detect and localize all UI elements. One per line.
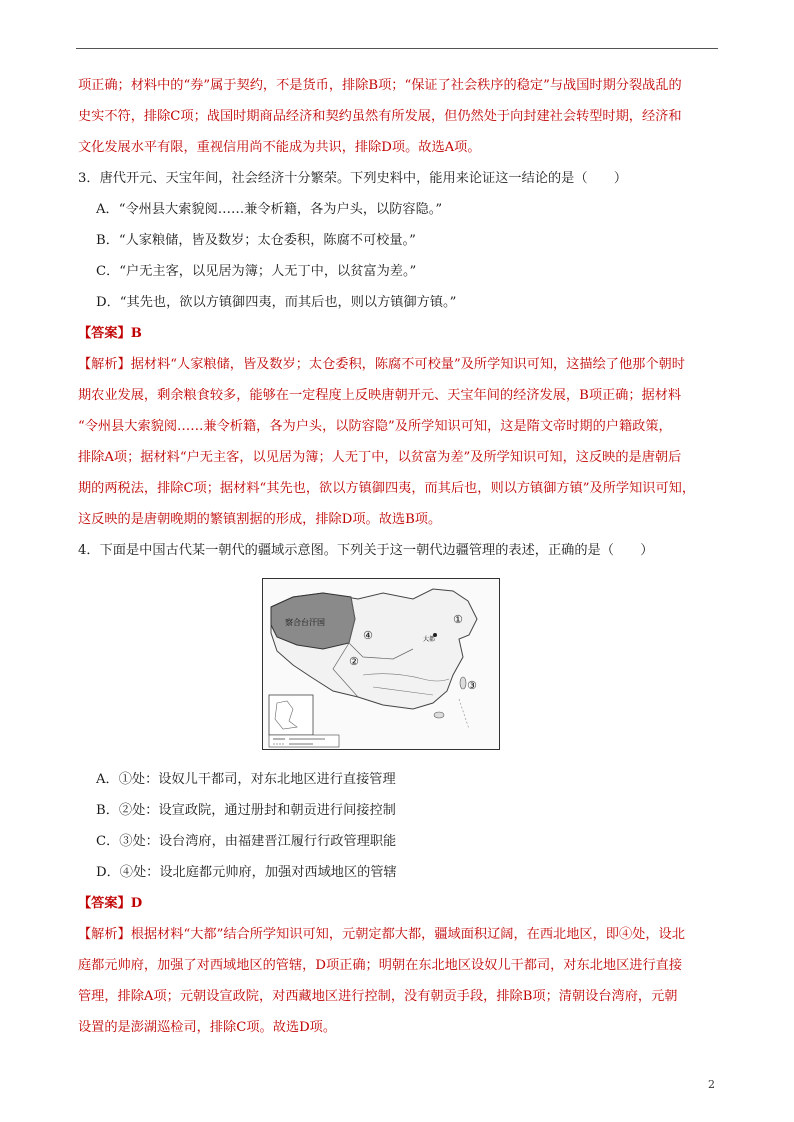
q3-option-b: B．“人家粮储，皆及数岁；太仓委积，陈腐不可校量。” <box>96 233 416 248</box>
page-number: 2 <box>708 1078 715 1091</box>
q4-analysis-line: 庭都元帅府，加强了对西域地区的管辖，D项正确；明朝在东北地区设奴儿干都司，对东北地区进行直接 <box>78 958 683 973</box>
q3-option-c: C．“户无主客，以见居为簿；人无丁中，以贫富为差。” <box>96 264 417 279</box>
q4-analysis-line: 【解析】根据材料“大都”结合所学知识可知，元朝定都大都，疆域面积辽阔，在西北地区，即④处，设北 <box>78 927 685 942</box>
sea-boundary <box>459 699 469 729</box>
marker-4: ④ <box>363 629 373 642</box>
marker-2: ② <box>349 655 359 668</box>
island-taiwan <box>460 677 466 689</box>
marker-1: ① <box>453 613 463 626</box>
q4-option-c: C．③处：设台湾府，由福建晋江履行行政管理职能 <box>96 834 397 849</box>
marker-3: ③ <box>467 679 477 692</box>
capital-label: 大都 <box>423 636 436 643</box>
q3-option-d: D．“其先也，欲以方镇御四夷，而其后也，则以方镇御方镇。” <box>96 295 457 310</box>
q3-analysis-line: 排除A项；据材料“户无主客，以见居为簿；人无丁中，以贫富为差”及所学知识可知，这反映的是唐朝后 <box>78 450 682 465</box>
q3-option-a: A．“令州县大索貌阅……兼令析籍，各为户头，以防容隐。” <box>96 202 443 217</box>
q3-analysis-line: 期农业发展，剩余粮食较多，能够在一定程度上反映唐朝开元、天宝年间的经济发展，B项正确；据材料 <box>78 388 682 403</box>
analysis-line: 文化发展水平有限，重视信用尚不能成为共识，排除D项。故选A项。 <box>78 140 481 155</box>
question-3-stem: 3．唐代开元、天宝年间，社会经济十分繁荣。下列史料中，能用来论证这一结论的是（ ） <box>78 171 628 186</box>
q4-analysis-line: 管理，排除A项；元朝设宣政院，对西藏地区进行控制，没有朝贡手段，排除B项；清朝设台湾府，元朝 <box>78 989 678 1004</box>
khanate-label: 察合台汗国 <box>285 618 325 627</box>
q3-analysis-line: 期的两税法，排除C项；据材料“其先也，欲以方镇御四夷，而其后也，则以方镇御方镇”及所学知识可知， <box>78 481 696 496</box>
q3-analysis-line: 【解析】据材料“人家粮储，皆及数岁；太仓委积，陈腐不可校量”及所学知识可知，这描绘了他那个朝时 <box>78 357 685 372</box>
analysis-line: 项正确；材料中的“券”属于契约，不是货币，排除B项；“保证了社会秩序的稳定”与战国时期分裂战乱的 <box>78 78 682 93</box>
q3-analysis-line: “令州县大索貌阅……兼令析籍，各为户头，以防容隐”及所学知识可知，这是隋文帝时期的户籍政策， <box>78 419 672 434</box>
q4-analysis-line: 设置的是澎湖巡检司，排除C项。故选D项。 <box>78 1020 337 1035</box>
header-rule <box>76 48 718 49</box>
q4-option-d: D．④处：设北庭都元帅府，加强对西域地区的管辖 <box>96 865 397 880</box>
island-hainan <box>434 712 444 718</box>
analysis-line: 史实不符，排除C项；战国时期商品经济和契约虽然有所发展，但仍然处于向封建社会转型时期，经济和 <box>78 109 682 124</box>
q4-option-b: B．②处：设宣政院，通过册封和朝贡进行间接控制 <box>96 803 396 818</box>
question-4-stem: 4．下面是中国古代某一朝代的疆域示意图。下列关于这一朝代边疆管理的表述，正确的是（ ） <box>78 543 654 558</box>
legend-box <box>269 735 339 747</box>
map-svg <box>263 579 499 749</box>
q3-analysis-line: 这反映的是唐朝晚期的繁镇割据的形成，排除D项。故选B项。 <box>78 512 442 527</box>
page-content <box>78 70 722 1043</box>
q3-answer: 【答案】B <box>78 326 142 341</box>
q4-option-a: A．①处：设奴儿干都司，对东北地区进行直接管理 <box>96 772 396 787</box>
territory-map <box>262 578 500 750</box>
q4-answer: 【答案】D <box>78 896 143 911</box>
